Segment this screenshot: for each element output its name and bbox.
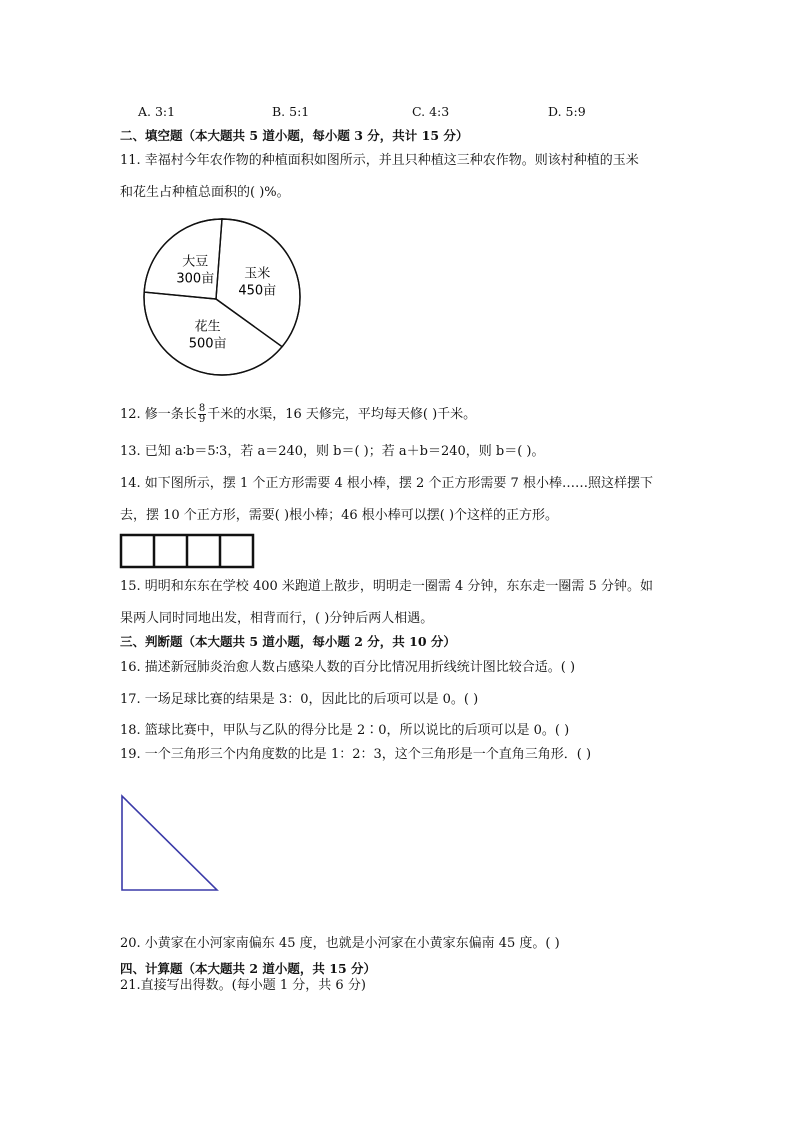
right-triangle-diagram	[118, 792, 222, 894]
squares-diagram	[119, 533, 255, 569]
option-b: B. 5:1	[272, 104, 310, 119]
option-d: D. 5:9	[548, 104, 586, 119]
q15-line1: 15. 明明和东东在学校 400 米跑道上散步，明明走一圈需 4 分钟，东东走一圈需 5 分钟。如	[120, 579, 653, 594]
q18: 18. 篮球比赛中，甲队与乙队的得分比是 2∶0，所以说比的后项可以是 0。( )	[120, 723, 570, 738]
pie-outline	[144, 219, 300, 375]
options-row	[120, 104, 680, 122]
section-3-heading: 三、判断题（本大题共 5 道小题，每小题 2 分，共 10 分）	[120, 634, 456, 649]
triangle-shape	[122, 796, 217, 890]
q21: 21.直接写出得数。(每小题 1 分，共 6 分)	[120, 978, 366, 993]
section-2-heading: 二、填空题（本大题共 5 道小题，每小题 3 分，共计 15 分）	[120, 128, 469, 143]
section-4-heading: 四、计算题（本大题共 2 道小题，共 15 分）	[120, 961, 377, 976]
q16: 16. 描述新冠肺炎治愈人数占感染人数的百分比情况用折线统计图比较合适。( )	[120, 660, 576, 675]
q14-line2: 去，摆 10 个正方形，需要( )根小棒；46 根小棒可以摆( )个这样的正方形。	[120, 508, 559, 523]
q14-line1: 14. 如下图所示，摆 1 个正方形需要 4 根小棒，摆 2 个正方形需要 7 根小棒……照这样摆下	[120, 476, 653, 491]
pie-label-name: 花生	[194, 319, 221, 335]
q11-line2: 和花生占种植总面积的( )%。	[120, 185, 290, 200]
pie-label-name: 玉米	[244, 266, 271, 282]
pie-label-value: 500亩	[188, 336, 227, 352]
pie-label-name: 大豆	[182, 254, 209, 270]
q12	[120, 404, 476, 425]
q19: 19. 一个三角形三个内角度数的比是 1：2：3，这个三角形是一个直角三角形．( )	[120, 747, 592, 762]
q12-fraction-denominator: 9	[198, 414, 206, 425]
q12-fraction	[198, 404, 206, 425]
pie-chart	[130, 212, 310, 382]
pie-label-value: 450亩	[238, 283, 277, 299]
q11-line1: 11. 幸福村今年农作物的种植面积如图所示，并且只种植这三种农作物。则该村种植的玉米	[120, 153, 639, 168]
q15-line2: 果两人同时同地出发，相背而行，( )分钟后两人相遇。	[120, 611, 434, 626]
q20: 20. 小黄家在小河家南偏东 45 度，也就是小河家在小黄家东偏南 45 度。( )	[120, 936, 560, 951]
q17: 17. 一场足球比赛的结果是 3：0，因此比的后项可以是 0。( )	[120, 692, 479, 707]
q12-fraction-numerator: 8	[198, 403, 206, 414]
q13: 13. 已知 a∶b＝5∶3，若 a＝240，则 b＝( )；若 a＋b＝240，则 b＝( )。	[120, 444, 545, 459]
option-c: C. 4:3	[412, 104, 450, 119]
pie-label-value: 300亩	[176, 271, 215, 287]
option-a: A. 3:1	[138, 104, 176, 119]
q12-prefix: 12. 修一条长	[120, 407, 197, 422]
q12-suffix: 千米的水渠，16 天修完，平均每天修( )千米。	[207, 407, 477, 422]
